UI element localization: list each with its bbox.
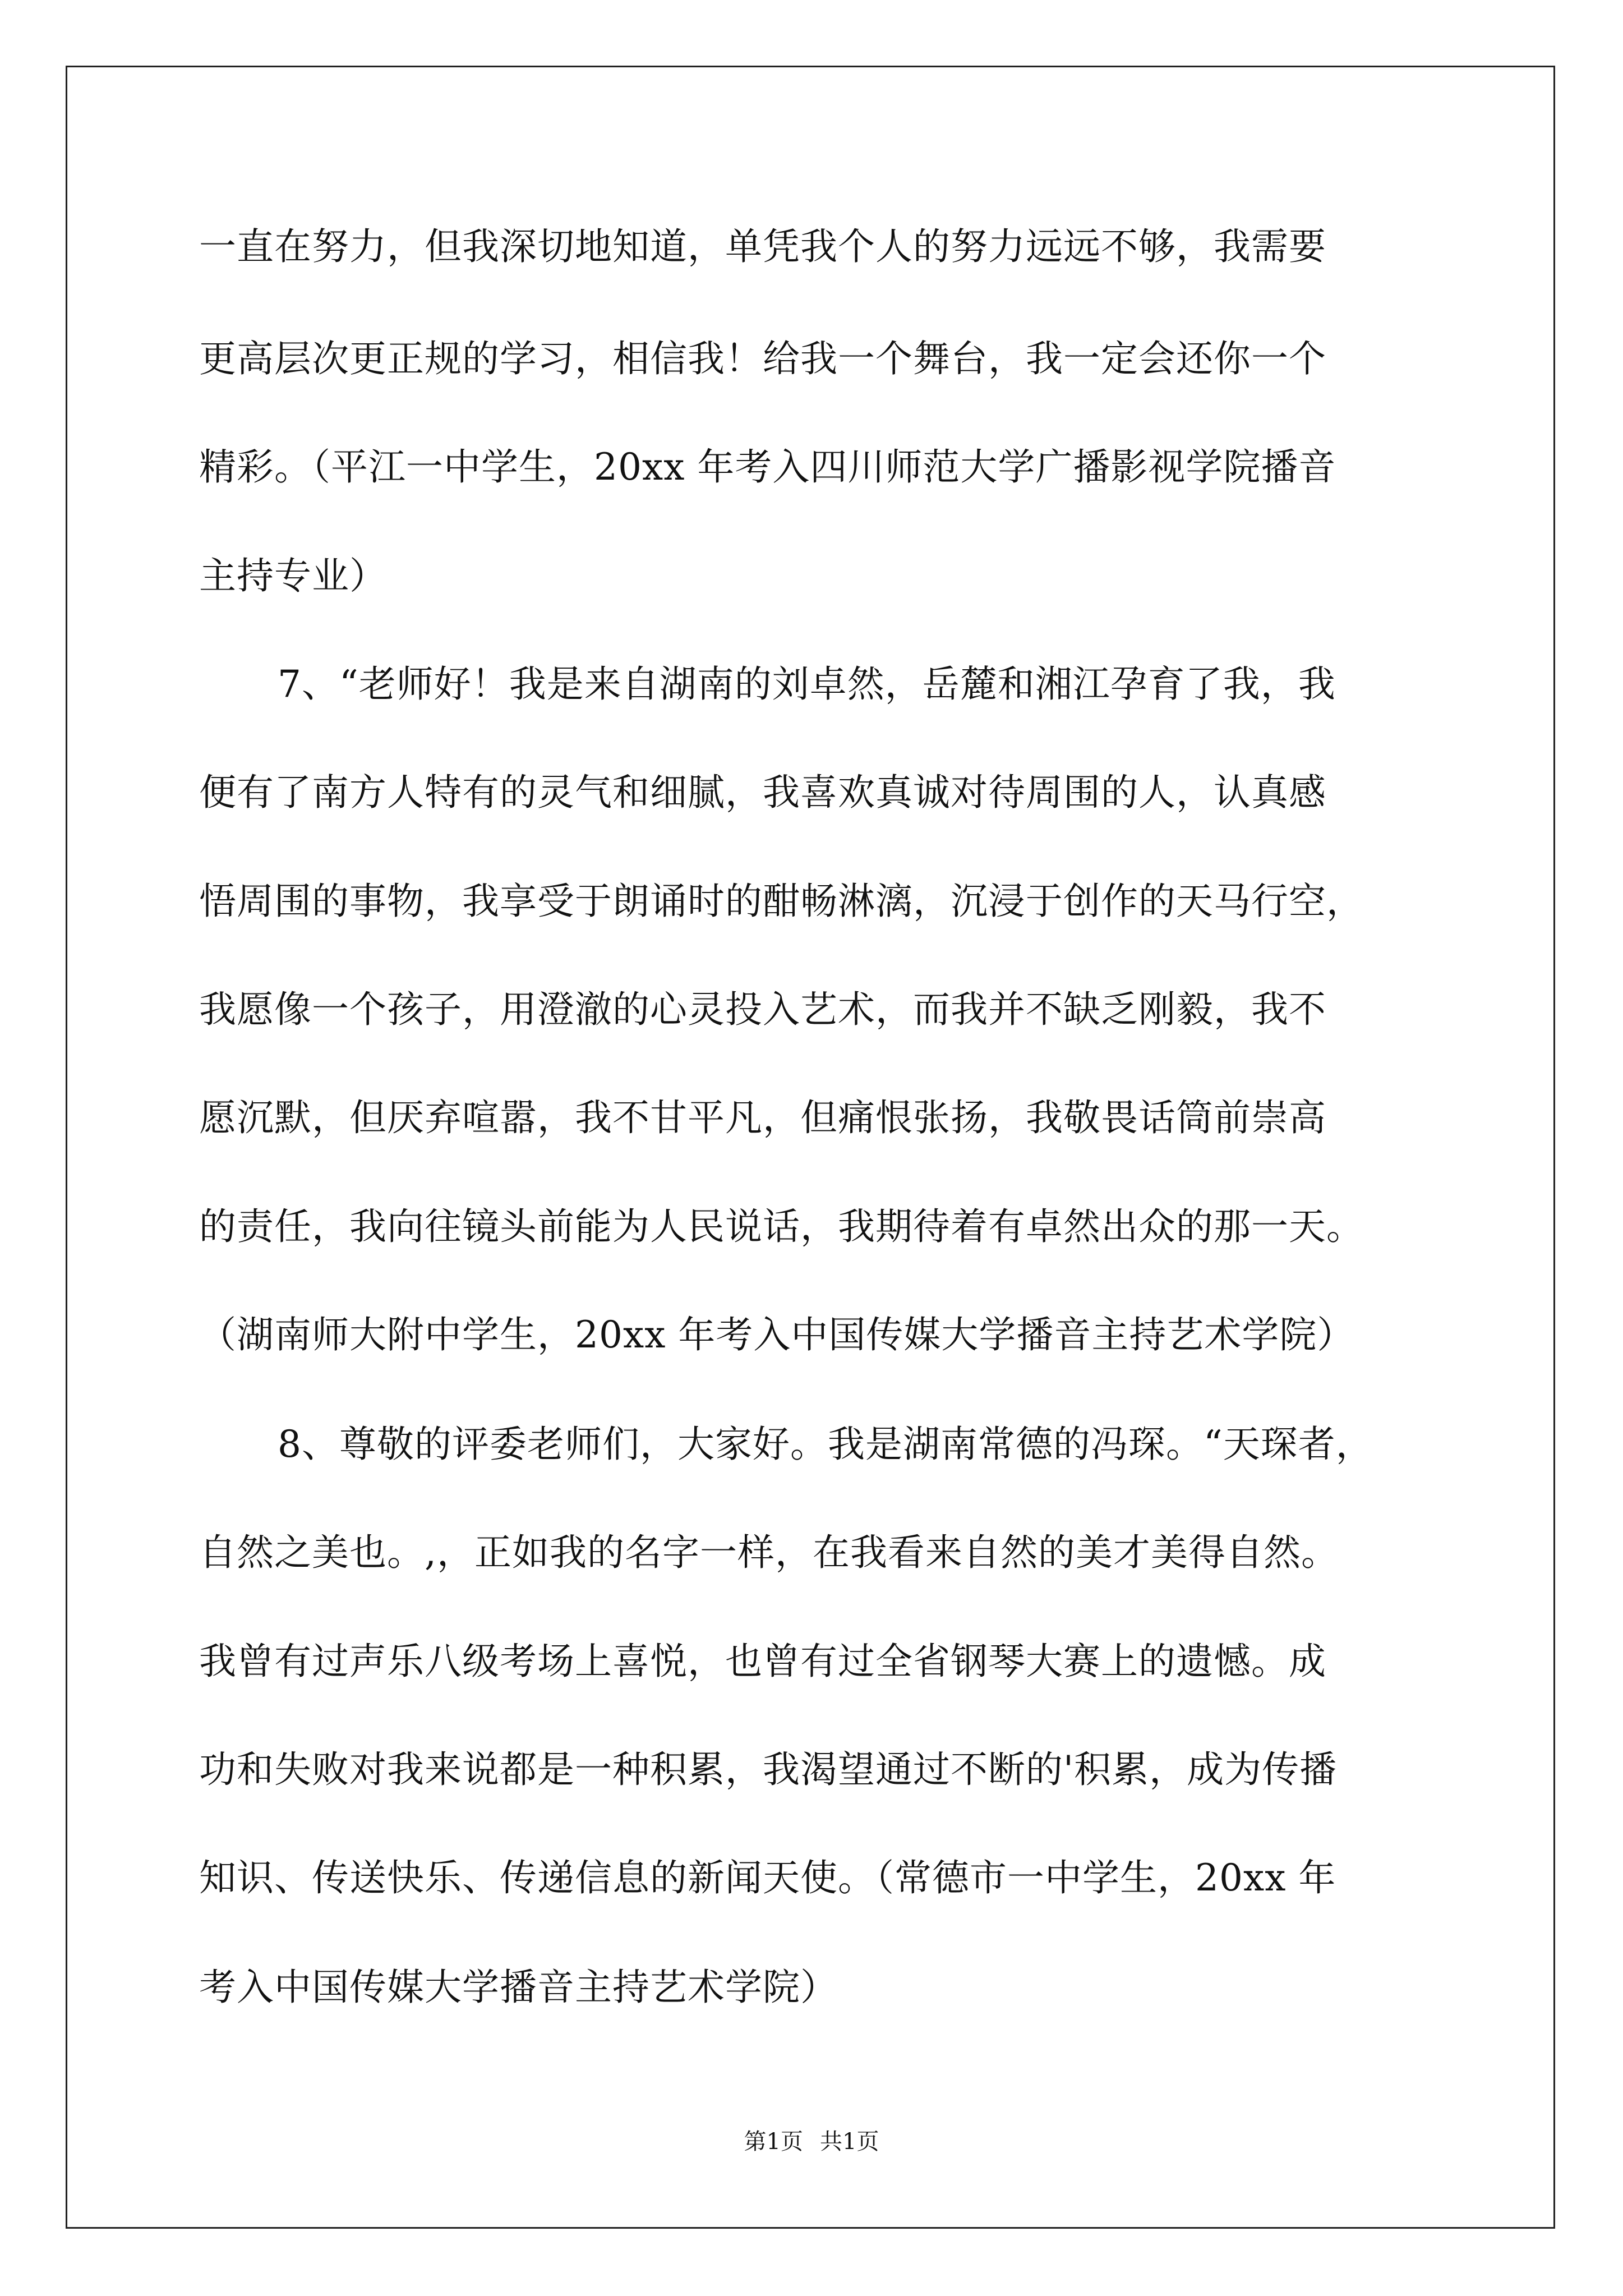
total-pages: 共1页 bbox=[820, 2129, 879, 2155]
text-line: 自然之美也。,，正如我的名字一样，在我看来自然的美才美得自然。 bbox=[199, 1531, 1339, 1574]
text-line: 的责任，我向往镜头前能为人民说话，我期待着有卓然出众的那一天。 bbox=[199, 1205, 1364, 1248]
text-line: 一直在努力，但我深切地知道，单凭我个人的努力远远不够，我需要 bbox=[199, 225, 1326, 268]
text-line: 知识、传送快乐、传递信息的新闻天使。（常德市一中学生，20xx 年 bbox=[199, 1856, 1336, 1899]
paragraph-7-start: 7、“老师好！我是来自湖南的刘卓然，岳麓和湘江孕育了我，我 bbox=[278, 662, 1336, 706]
text-line: （湖南师大附中学生，20xx 年考入中国传媒大学播音主持艺术学院） bbox=[199, 1313, 1355, 1356]
page-frame bbox=[66, 66, 1555, 2229]
text-line: 悟周围的事物，我享受于朗诵时的酣畅淋漓，沉浸于创作的天马行空， bbox=[199, 880, 1364, 923]
text-line: 主持专业） bbox=[199, 554, 387, 597]
text-line: 更高层次更正规的学习，相信我！给我一个舞台，我一定会还你一个 bbox=[199, 337, 1326, 380]
text-line: 我愿像一个孩子，用澄澈的心灵投入艺术，而我并不缺乏刚毅，我不 bbox=[199, 988, 1326, 1031]
page-number: 第1页 bbox=[744, 2129, 803, 2155]
text-line: 精彩。（平江一中学生，20xx 年考入四川师范大学广播影视学院播音 bbox=[199, 445, 1336, 489]
page-footer bbox=[0, 2128, 1623, 2156]
text-line: 便有了南方人特有的灵气和细腻，我喜欢真诚对待周围的人，认真感 bbox=[199, 771, 1326, 814]
paragraph-8-start: 8、尊敬的评委老师们，大家好。我是湖南常德的冯琛。“天琛者， bbox=[278, 1423, 1373, 1466]
text-line: 功和失败对我来说都是一种积累，我渴望通过不断的'积累，成为传播 bbox=[199, 1748, 1338, 1791]
text-line: 考入中国传媒大学播音主持艺术学院） bbox=[199, 1966, 838, 2009]
text-line: 我曾有过声乐八级考场上喜悦，也曾有过全省钢琴大赛上的遗憾。成 bbox=[199, 1640, 1326, 1683]
text-line: 愿沉默，但厌弃喧嚣，我不甘平凡，但痛恨张扬，我敬畏话筒前崇高 bbox=[199, 1096, 1326, 1139]
